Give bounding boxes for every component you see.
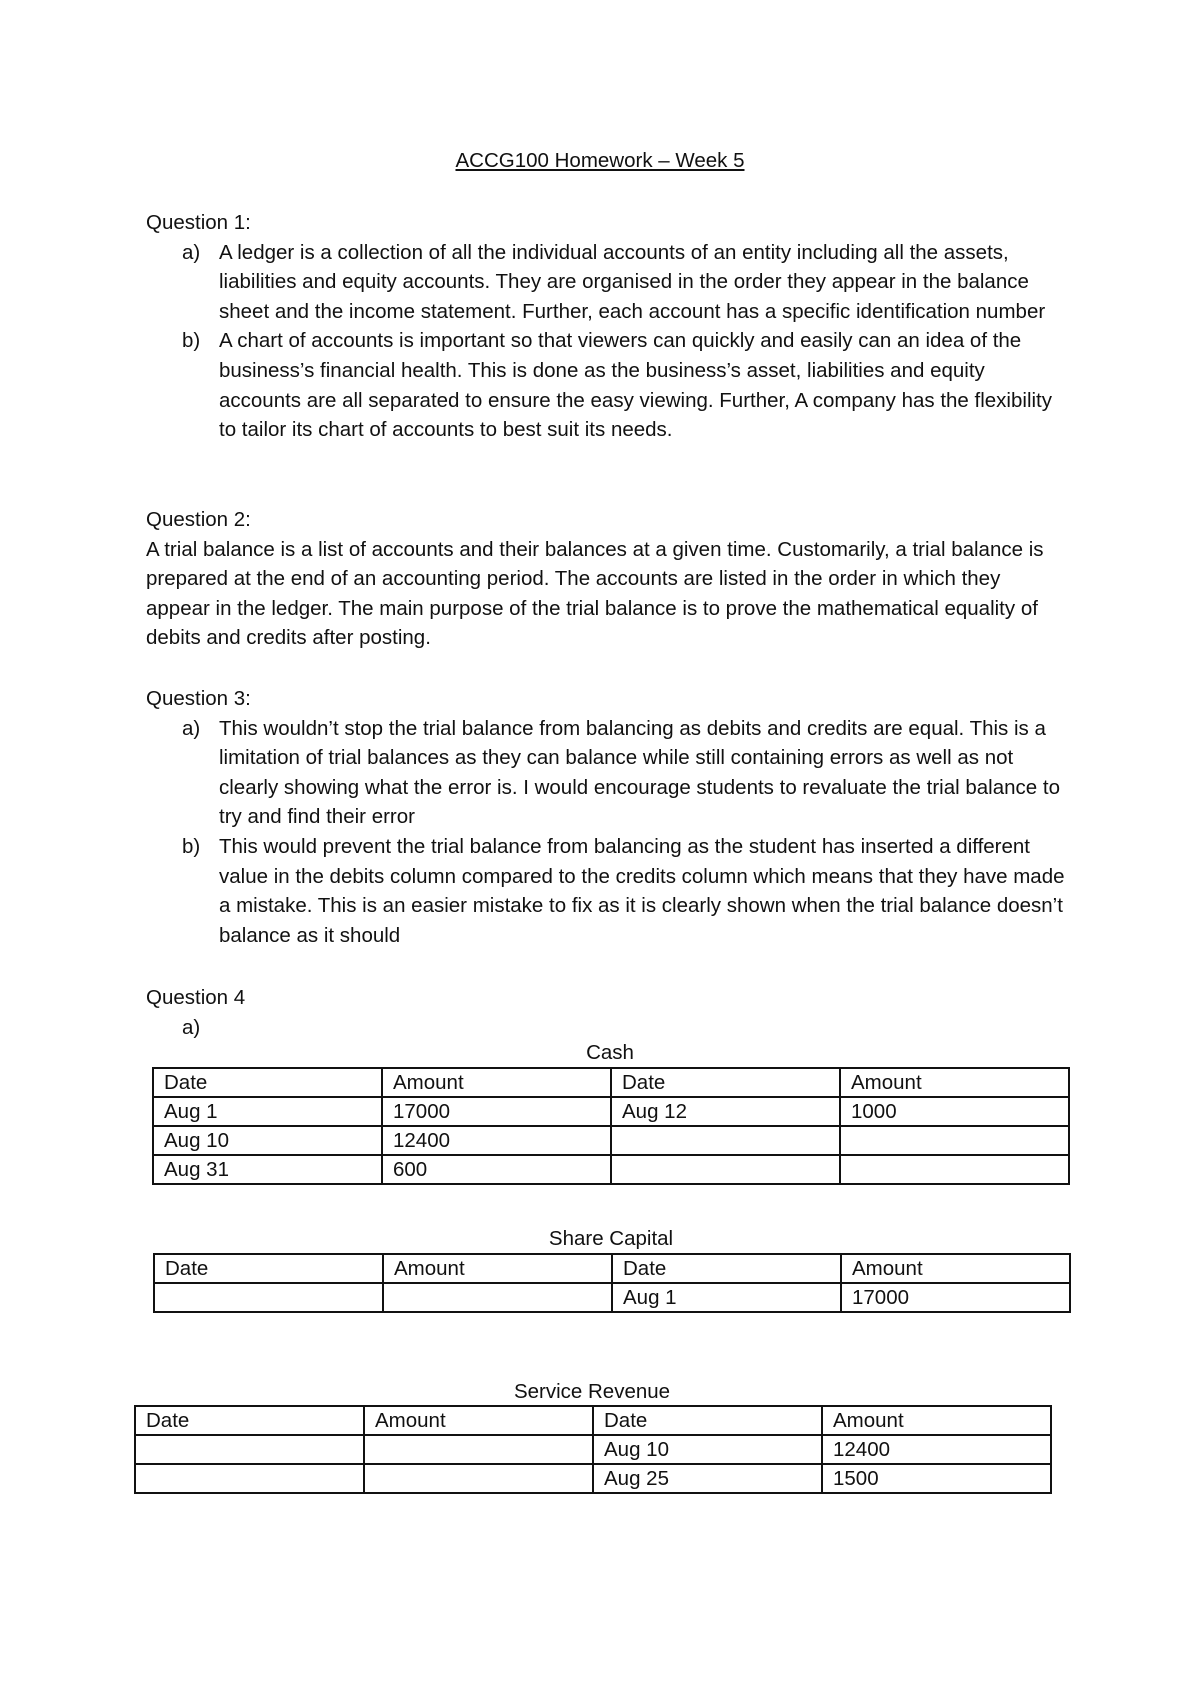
header-cell: Date (611, 1068, 840, 1097)
table-cell: 1000 (840, 1097, 1069, 1126)
table-header-row (154, 1254, 1070, 1283)
item-marker: b) (182, 329, 201, 353)
question-2 (146, 505, 1066, 653)
list-item (146, 832, 1066, 950)
service-revenue-account-title: Service Revenue (513, 1380, 671, 1403)
header-cell: Amount (841, 1254, 1070, 1283)
table-header-row (135, 1406, 1051, 1435)
item-text: This wouldn’t stop the trial balance from balancing as debits and credits are equal. This is a limitation of trial balances as they can balance while still containing errors as well as not clearly showing what the error is. I would encourage students to revaluate the trial balance to try and find their error (219, 716, 1060, 829)
header-cell: Date (612, 1254, 841, 1283)
table-cell (611, 1155, 840, 1184)
header-cell: Amount (382, 1068, 611, 1097)
table-row (135, 1464, 1051, 1493)
question-2-text: A trial balance is a list of accounts and their balances at a given time. Customarily, a trial balance is prepared at the end of an accounting period. The accounts are listed in the order in which they appear in the ledger. The main purpose of the trial balance is to prove the mathematical equality of debits and credits after posting. (146, 537, 1044, 650)
table-cell (135, 1464, 364, 1493)
item-text: A ledger is a collection of all the individual accounts of an entity including all the assets, liabilities and equity accounts. They are organised in the order they appear in the balance sheet and the income statement. Further, each account has a specific identification number (219, 240, 1046, 323)
table-cell (840, 1155, 1069, 1184)
table-cell (364, 1435, 593, 1464)
header-cell: Amount (840, 1068, 1069, 1097)
table-row (153, 1097, 1069, 1126)
question-3-list (146, 714, 1066, 951)
table-cell (383, 1283, 612, 1312)
header-cell: Date (154, 1254, 383, 1283)
question-4-heading: Question 4 (146, 986, 246, 1009)
table-cell: Aug 10 (153, 1126, 382, 1155)
list-item (146, 238, 1066, 327)
table-cell: 1500 (822, 1464, 1051, 1493)
question-1-list (146, 238, 1066, 445)
table-cell (135, 1435, 364, 1464)
table-cell (364, 1464, 593, 1493)
question-1 (146, 208, 1066, 445)
item-text: This would prevent the trial balance from balancing as the student has inserted a different value in the debits column compared to the credits column which means that they have made a mistake. This is an easier mistake to fix as it is clearly shown when the trial balance doesn’t balance as it should (219, 834, 1065, 947)
table-cell: 12400 (822, 1435, 1051, 1464)
table-cell: 17000 (382, 1097, 611, 1126)
question-2-heading: Question 2: (146, 508, 251, 531)
table-header-row (153, 1068, 1069, 1097)
table-cell (840, 1126, 1069, 1155)
share-capital-ledger-table (153, 1253, 1071, 1313)
item-marker: a) (182, 240, 201, 264)
table-cell: Aug 1 (153, 1097, 382, 1126)
header-cell: Date (135, 1406, 364, 1435)
document-title: ACCG100 Homework – Week 5 (455, 149, 745, 172)
list-item (146, 714, 1066, 832)
question-4 (146, 983, 1066, 1042)
share-capital-account-title: Share Capital (548, 1227, 674, 1250)
cash-account-title: Cash (586, 1041, 634, 1064)
item-text: A chart of accounts is important so that viewers can quickly and easily can an idea of the business’s financial health. This is done as the business’s asset, liabilities and equity accounts are all separated to ensure the easy viewing. Further, A company has the flexibility to tailor its chart of accounts to best suit its needs. (219, 329, 1052, 442)
item-marker: a) (182, 716, 201, 740)
cash-ledger-table (152, 1067, 1070, 1185)
table-cell: Aug 1 (612, 1283, 841, 1312)
question-1-heading: Question 1: (146, 211, 251, 234)
question-3 (146, 684, 1066, 950)
table-cell: Aug 25 (593, 1464, 822, 1493)
table-cell (154, 1283, 383, 1312)
service-revenue-ledger-table (134, 1405, 1052, 1494)
table-row (135, 1435, 1051, 1464)
table-row (154, 1283, 1070, 1312)
header-cell: Amount (822, 1406, 1051, 1435)
item-marker: b) (182, 834, 201, 858)
header-cell: Date (153, 1068, 382, 1097)
question-4-part: a) (182, 1015, 201, 1039)
header-cell: Amount (383, 1254, 612, 1283)
header-cell: Date (593, 1406, 822, 1435)
table-cell: Aug 12 (611, 1097, 840, 1126)
table-cell: Aug 31 (153, 1155, 382, 1184)
table-cell: 600 (382, 1155, 611, 1184)
table-row (153, 1126, 1069, 1155)
table-cell: 17000 (841, 1283, 1070, 1312)
question-3-heading: Question 3: (146, 687, 251, 710)
list-item (146, 326, 1066, 444)
table-cell: 12400 (382, 1126, 611, 1155)
header-cell: Amount (364, 1406, 593, 1435)
table-row (153, 1155, 1069, 1184)
table-cell (611, 1126, 840, 1155)
table-cell: Aug 10 (593, 1435, 822, 1464)
